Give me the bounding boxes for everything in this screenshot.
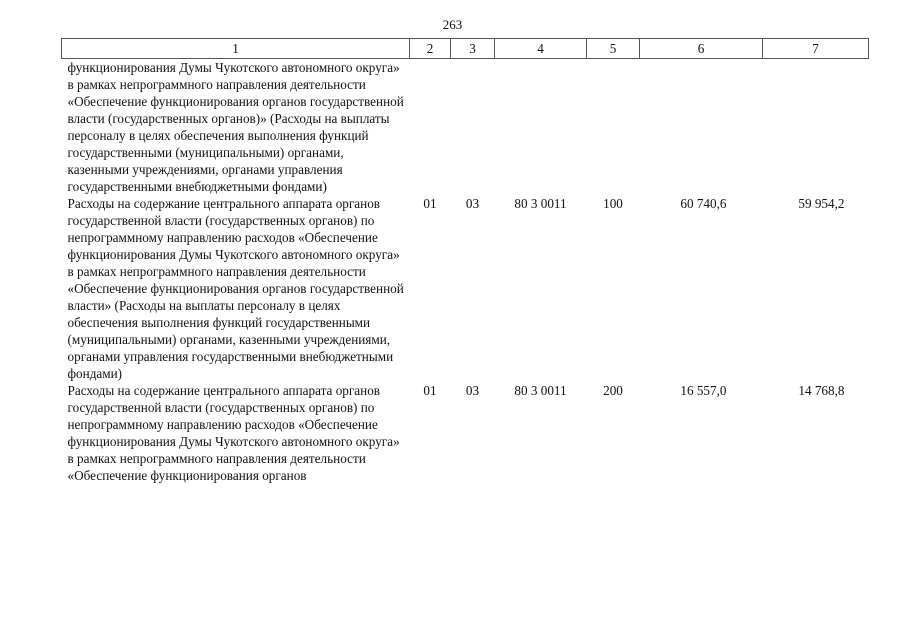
row-amount-year2: 59 954,2 — [798, 196, 845, 211]
row-amount-year1: 16 557,0 — [680, 383, 727, 398]
row-section: 01 — [423, 196, 437, 211]
row-description: функционирования Думы Чукотского автономного округа» в рамках непрограммного направления деятельности «Обеспечение функционирования органов государственной власти (государственных органов)» (Расходы на выплаты персоналу в целях обеспечения выполнения функций государственными (муниципальными) органами, казенными учреждениями, органами управления государственными внебюджетными фондами) — [67, 60, 404, 194]
header-col-3: 3 — [451, 39, 495, 59]
header-col-2: 2 — [410, 39, 451, 59]
row-expense-type: 100 — [603, 196, 623, 211]
row-target-article: 80 3 0011 — [514, 196, 567, 211]
header-col-5: 5 — [587, 39, 640, 59]
row-section — [410, 59, 451, 196]
row-expense-type: 200 — [603, 383, 623, 398]
table-row — [62, 382, 869, 484]
table-row — [62, 59, 869, 196]
row-target-article: 80 3 0011 — [514, 383, 567, 398]
page-number: 263 — [442, 17, 463, 32]
row-amount-year1: 60 740,6 — [680, 196, 727, 211]
header-col-7: 7 — [763, 39, 869, 59]
row-amount-year2: 14 768,8 — [798, 383, 845, 398]
table-row — [62, 195, 869, 382]
row-subsection: 03 — [465, 196, 480, 211]
row-subsection: 03 — [465, 383, 480, 398]
table-header — [62, 39, 869, 59]
header-col-1: 1 — [62, 39, 410, 59]
row-description: Расходы на содержание центрального аппарата органов государственной власти (государственных органов) по непрограммному направлению расходов «Обеспечение функционирования Думы Чукотского автономного округа» в рамках непрограммного направления деятельности «Обеспечение функционирования органов — [67, 383, 400, 483]
table-body — [62, 59, 869, 485]
row-expense-type — [587, 59, 640, 196]
row-amount-year1 — [640, 59, 763, 196]
header-col-4: 4 — [495, 39, 587, 59]
row-subsection — [451, 59, 495, 196]
header-col-6: 6 — [640, 39, 763, 59]
header-row — [62, 39, 869, 59]
row-target-article — [495, 59, 587, 196]
budget-table — [61, 38, 869, 484]
row-amount-year2 — [763, 59, 869, 196]
row-description: Расходы на содержание центрального аппарата органов государственной власти (государственных органов) по непрограммному направлению расходов «Обеспечение функционирования Думы Чукотского автономного округа» в рамках непрограммного направления деятельности «Обеспечение функционирования органов государственной власти» (Расходы на выплаты персоналу в целях обеспечения выполнения функций государственными (муниципальными) органами, казенными учреждениями, органами управления государственными внебюджетными фондами) — [67, 196, 404, 381]
row-section: 01 — [423, 383, 437, 398]
